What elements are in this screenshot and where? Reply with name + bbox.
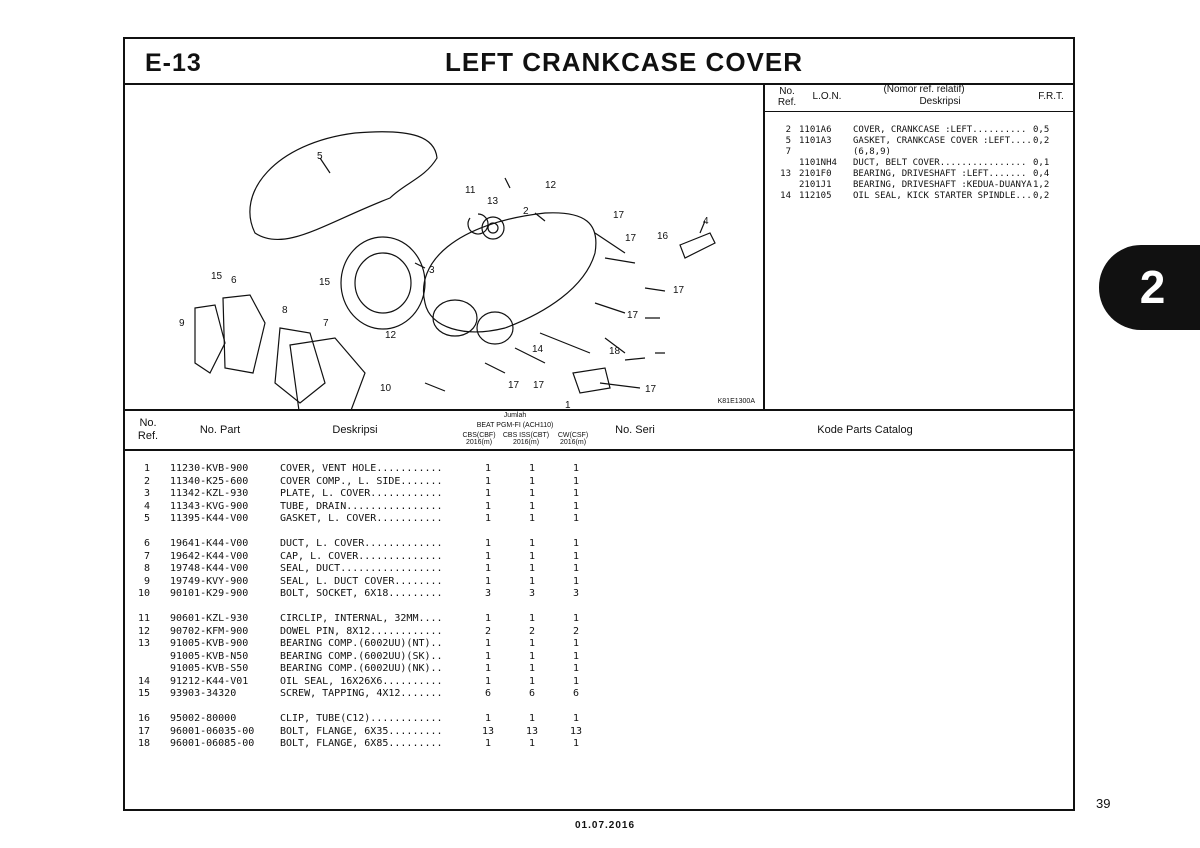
col-no-ref: No. Ref. <box>137 417 159 442</box>
col-no-part: No. Part <box>199 424 241 436</box>
diagram-drawing <box>125 83 765 409</box>
svg-text:1: 1 <box>565 400 571 409</box>
frt-row: 14 112105 OIL SEAL, KICK STARTER SPINDLE... 0,2 <box>780 191 1050 201</box>
col-kode-parts: Kode Parts Catalog <box>817 424 913 436</box>
svg-text:9: 9 <box>179 318 185 329</box>
svg-text:15: 15 <box>211 271 223 282</box>
chapter-tab: 2 <box>1099 245 1200 330</box>
exploded-diagram <box>125 83 765 409</box>
frt-row: 5 1101A3 GASKET, CRANKCASE COVER :LEFT.... 0,2 <box>785 136 1050 146</box>
table-row: 15 93903-34320 SCREW, TAPPING, 4X12....... 6 6 6 <box>137 688 580 699</box>
svg-text:2: 2 <box>523 206 529 217</box>
page-title: LEFT CRANKCASE COVER <box>445 47 804 77</box>
table-row: 7 19642-K44-V00 CAP, L. COVER.............. 1 1 1 <box>143 550 580 562</box>
svg-text:16: 16 <box>657 231 669 242</box>
table-row: 3 11342-KZL-930 PLATE, L. COVER............ 1 1 1 <box>143 488 580 499</box>
table-row: 14 91212-K44-V01 OIL SEAL, 16X26X6.......... 1 1 1 <box>137 675 580 687</box>
table-row: 5 11395-K44-V00 GASKET, L. COVER........... 1 1 1 <box>143 513 580 524</box>
svg-text:17: 17 <box>645 384 657 395</box>
catalog-page-frame <box>123 37 1075 811</box>
frt-row: 2101J1 BEARING, DRIVESHAFT :KEDUA-DUANYA 1,2 <box>799 180 1050 190</box>
table-row: 6 19641-K44-V00 DUCT, L. COVER............. 1 1 1 <box>143 538 580 549</box>
svg-text:15: 15 <box>319 277 331 288</box>
svg-text:18: 18 <box>609 346 621 357</box>
svg-text:5: 5 <box>317 151 323 162</box>
frt-col-nomor: (Nomor ref. relatif) <box>883 84 965 95</box>
frt-row: 7 (6,8,9) <box>785 147 891 157</box>
svg-text:14: 14 <box>532 344 544 355</box>
table-row: 2 11340-K25-600 COVER COMP., L. SIDE....... 1 1 1 <box>143 475 580 487</box>
col-no-seri: No. Seri <box>615 424 655 436</box>
frt-row: 13 2101F0 BEARING, DRIVESHAFT :LEFT....... 0,4 <box>780 169 1050 179</box>
svg-text:6: 6 <box>231 275 237 286</box>
svg-text:8: 8 <box>282 305 288 316</box>
svg-text:10: 10 <box>380 383 392 394</box>
table-row: 13 91005-KVB-900 BEARING COMP.(6002UU)(NT).. 1 1 1 <box>137 638 580 649</box>
svg-text:12: 12 <box>545 180 557 191</box>
svg-text:17: 17 <box>533 380 545 391</box>
table-row: 16 95002-80000 CLIP, TUBE(C12)............ 1 1 1 <box>137 713 580 724</box>
col-qty-cbs-iss: CBS ISS(CBT) 2016(m) <box>502 432 550 446</box>
svg-text:12: 12 <box>385 330 397 341</box>
col-model: BEAT PGM-FI (ACH110) <box>476 422 554 429</box>
table-row: 9 19749-KVY-900 SEAL, L. DUCT COVER........ 1 1 1 <box>143 575 580 587</box>
title-bar <box>125 39 1073 85</box>
frt-col-lon: L.O.N. <box>812 91 842 102</box>
table-row: 10 90101-K29-900 BOLT, SOCKET, 6X18......... 3 3 3 <box>137 588 580 599</box>
footer-date: 01.07.2016 <box>575 820 636 831</box>
frt-rows <box>765 125 1073 202</box>
svg-text:17: 17 <box>627 310 639 321</box>
col-deskripsi: Deskripsi <box>332 424 378 436</box>
table-row: 91005-KVB-N50 BEARING COMP.(6002UU)(SK).. 1 1 1 <box>170 650 580 662</box>
svg-text:3: 3 <box>429 265 435 276</box>
svg-text:17: 17 <box>613 210 625 221</box>
table-row: 18 96001-06085-00 BOLT, FLANGE, 6X85......... 1 1 1 <box>137 738 580 749</box>
frt-panel <box>765 83 1073 409</box>
frt-row: 2 1101A6 COVER, CRANKCASE :LEFT.......... 0,5 <box>785 125 1050 135</box>
table-row: 1 11230-KVB-900 COVER, VENT HOLE........... 1 1 1 <box>143 463 580 474</box>
table-row: 8 19748-K44-V00 SEAL, DUCT................. 1 1 1 <box>143 563 580 574</box>
table-row: 12 90702-KFM-900 DOWEL PIN, 8X12............ 2 2 2 <box>137 625 580 637</box>
section-code: E-13 <box>145 49 202 77</box>
svg-text:17: 17 <box>508 380 520 391</box>
svg-text:13: 13 <box>487 196 499 207</box>
table-row: 4 11343-KVG-900 TUBE, DRAIN................ 1 1 1 <box>143 500 580 512</box>
col-qty-cw: CW(CSF) 2016(m) <box>557 432 589 446</box>
frt-header <box>765 83 1073 112</box>
page-number: 39 <box>1096 796 1111 811</box>
svg-text:11: 11 <box>465 185 476 196</box>
table-row: 17 96001-06035-00 BOLT, FLANGE, 6X35......... 13 13 13 <box>137 725 583 737</box>
col-jumlah: Jumlah <box>503 412 527 419</box>
svg-text:4: 4 <box>703 216 709 227</box>
svg-text:17: 17 <box>673 285 685 296</box>
frt-col-deskripsi: Deskripsi <box>919 96 961 107</box>
svg-text:7: 7 <box>323 318 329 329</box>
group-gap <box>125 601 1073 614</box>
table-row: 91005-KVB-S50 BEARING COMP.(6002UU)(NK).. 1 1 1 <box>170 663 580 674</box>
frt-col-no-ref: No. Ref. <box>777 86 797 108</box>
frt-row: 1101NH4 DUCT, BELT COVER................ 0,1 <box>799 158 1050 168</box>
illustration-code: K81E1300A <box>717 398 755 405</box>
table-row: 11 90601-KZL-930 CIRCLIP, INTERNAL, 32MM.... 1 1 1 <box>137 613 580 624</box>
group-gap <box>125 526 1073 539</box>
group-gap <box>125 701 1073 714</box>
parts-table-header <box>125 409 1073 451</box>
frt-col-frt: F.R.T. <box>1038 91 1064 102</box>
parts-list <box>125 463 1073 751</box>
svg-text:17: 17 <box>625 233 637 244</box>
col-qty-cbs: CBS(CBF) 2016(m) <box>462 432 496 446</box>
